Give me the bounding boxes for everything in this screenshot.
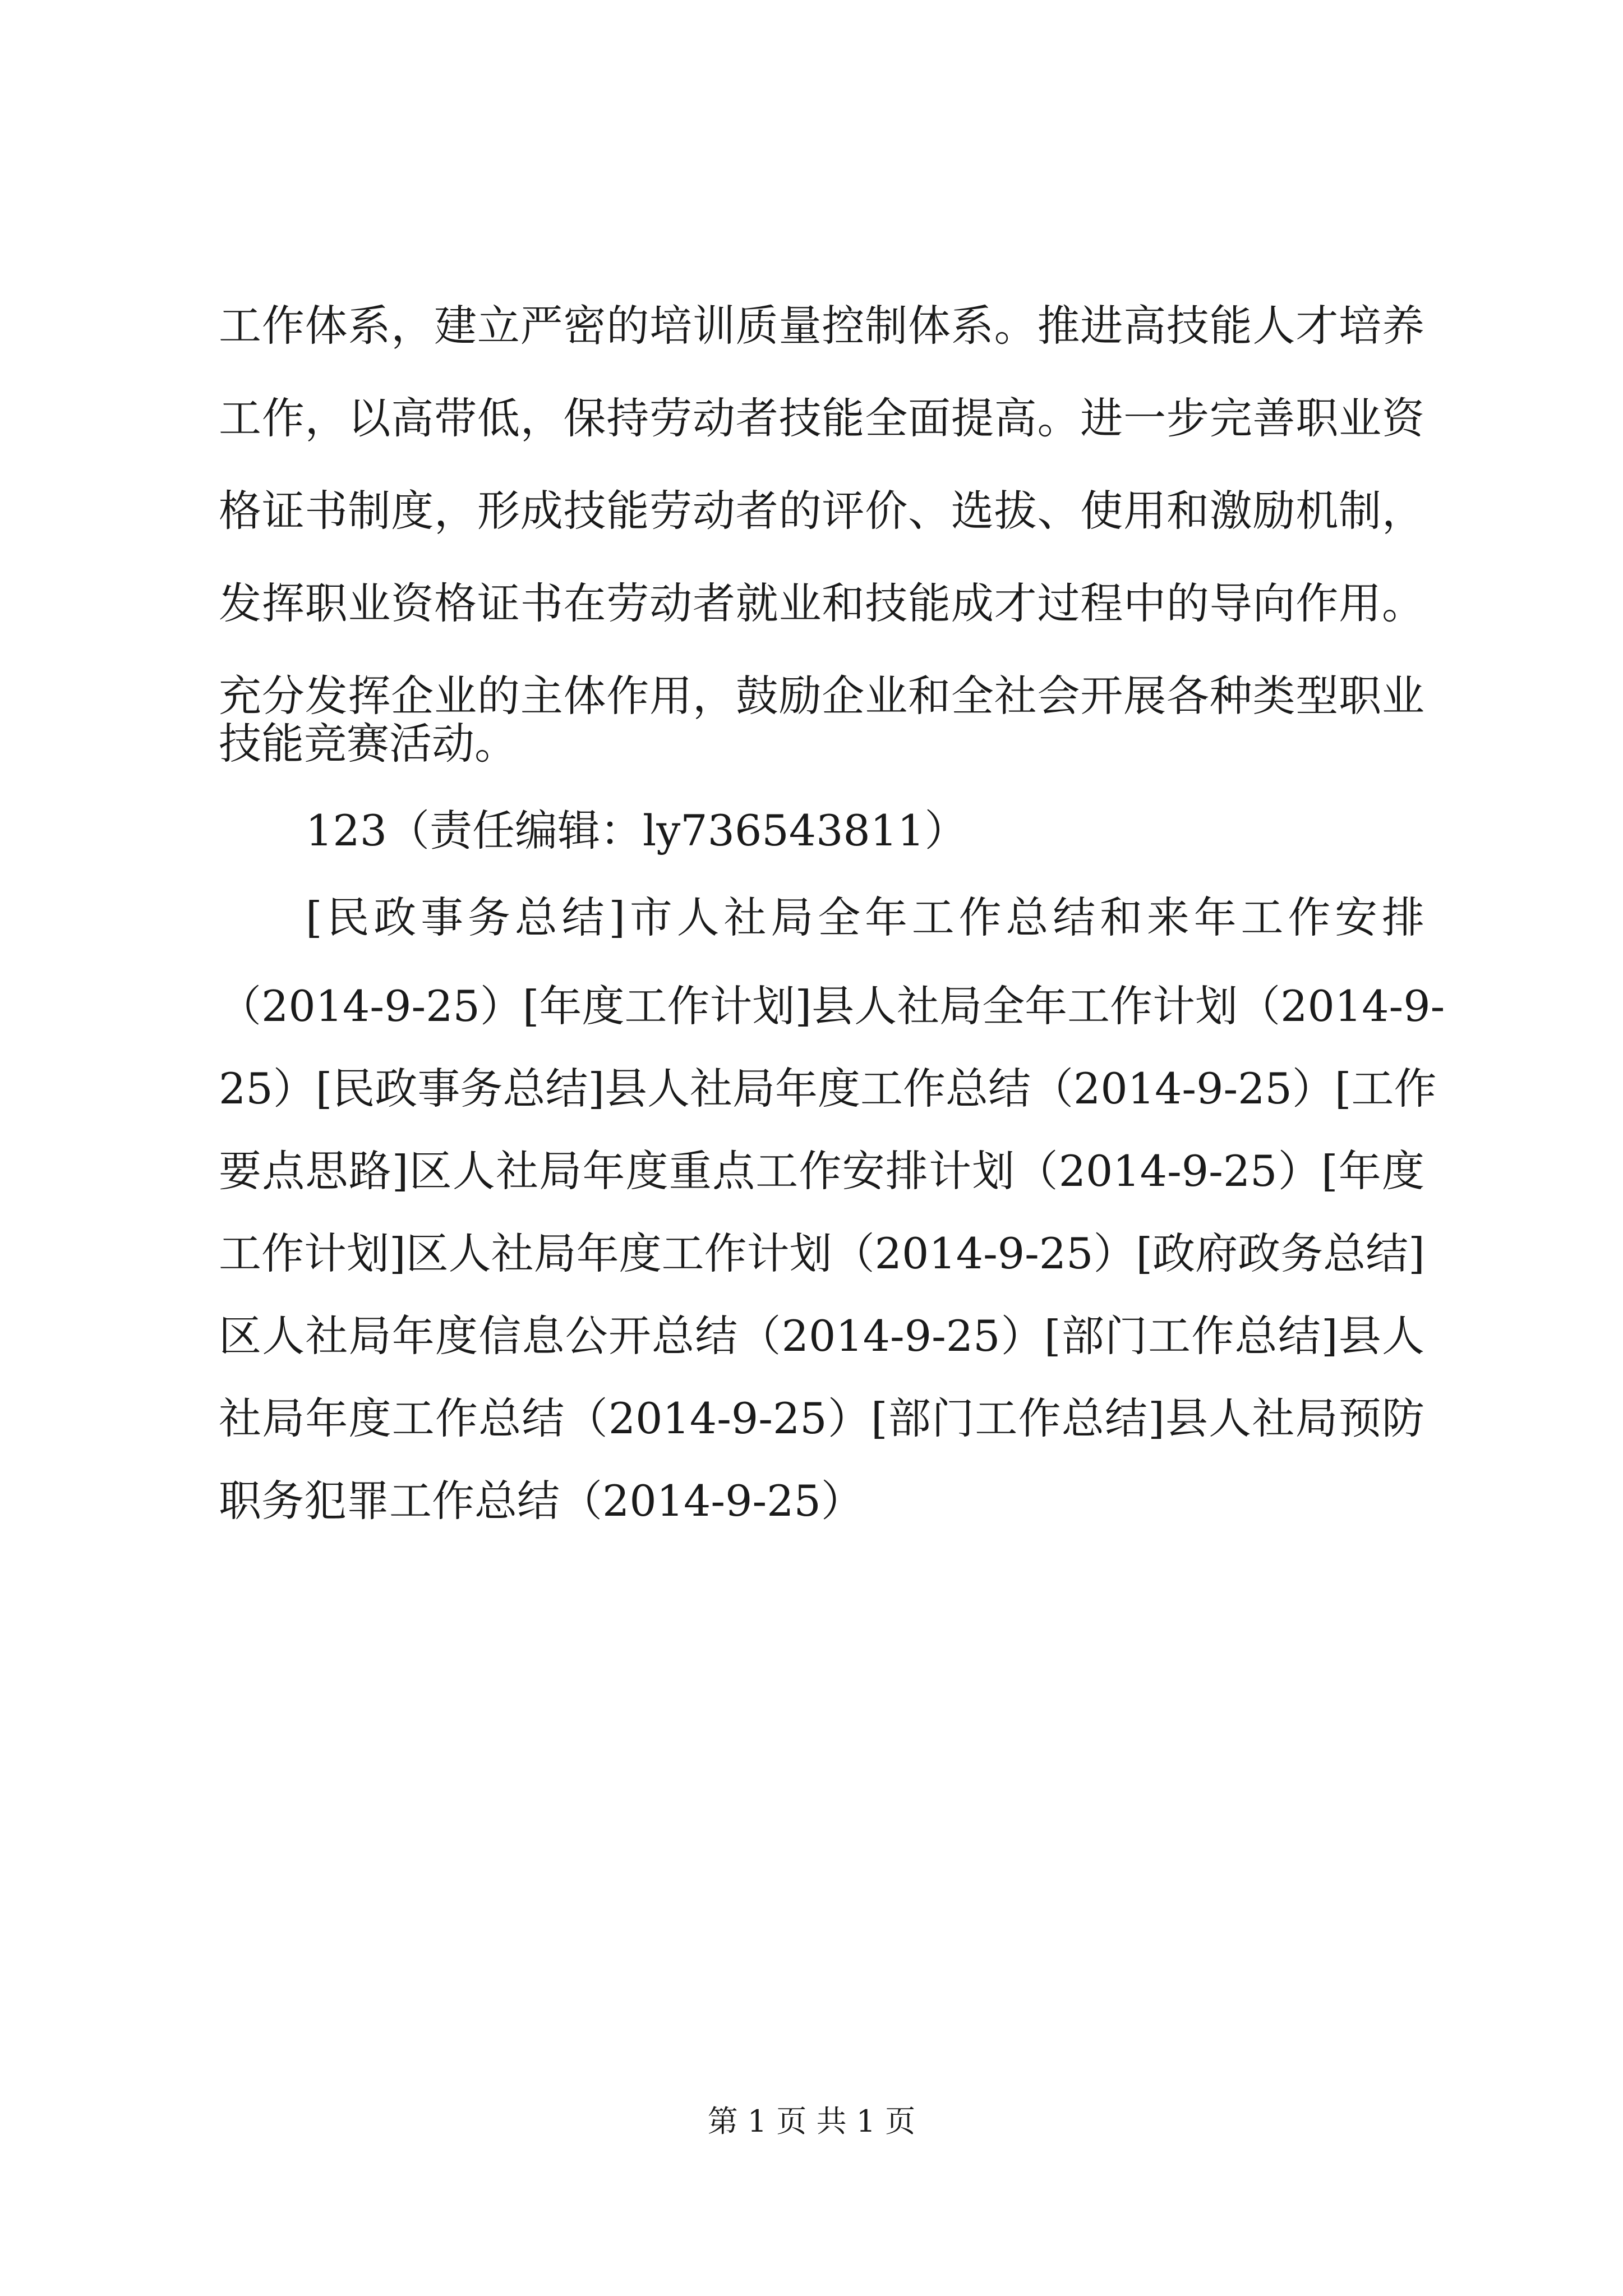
paragraph-1-line-3: 格证书制度，形成技能劳动者的评价、选拔、使用和激励机制， <box>219 486 1424 536</box>
paragraph-1-line-5: 充分发挥企业的主体作用，鼓励企业和全社会开展各种类型职业 <box>219 671 1424 721</box>
paragraph-2-line-1: 123（责任编辑：ly736543811） <box>306 806 967 855</box>
paragraph-3-line-6: 区人社局年度信息公开总结（2014-9-25）[部门工作总结]县人 <box>219 1311 1424 1361</box>
paragraph-1-line-1: 工作体系，建立严密的培训质量控制体系。推进高技能人才培养 <box>219 301 1424 351</box>
paragraph-3-line-8: 职务犯罪工作总结（2014-9-25） <box>219 1476 864 1526</box>
paragraph-1-line-6: 技能竞赛活动。 <box>219 719 517 769</box>
page-number-footer: 第 1 页 共 1 页 <box>707 2104 916 2139</box>
paragraph-3-line-1: [民政事务总结]市人社局全年工作总结和来年工作安排 <box>306 892 1424 942</box>
paragraph-3-line-3: 25）[民政事务总结]县人社局年度工作总结（2014-9-25）[工作 <box>219 1064 1437 1114</box>
paragraph-3-line-2: （2014-9-25）[年度工作计划]县人社局全年工作计划（2014-9- <box>219 981 1445 1031</box>
paragraph-3-line-7: 社局年度工作总结（2014-9-25）[部门工作总结]县人社局预防 <box>219 1393 1424 1443</box>
paragraph-3-line-4: 要点思路]区人社局年度重点工作安排计划（2014-9-25）[年度 <box>219 1146 1424 1196</box>
paragraph-1-line-2: 工作，以高带低，保持劳动者技能全面提高。进一步完善职业资 <box>219 393 1424 443</box>
paragraph-1-line-4: 发挥职业资格证书在劳动者就业和技能成才过程中的导向作用。 <box>219 578 1424 628</box>
paragraph-3-line-5: 工作计划]区人社局年度工作计划（2014-9-25）[政府政务总结] <box>219 1228 1425 1278</box>
